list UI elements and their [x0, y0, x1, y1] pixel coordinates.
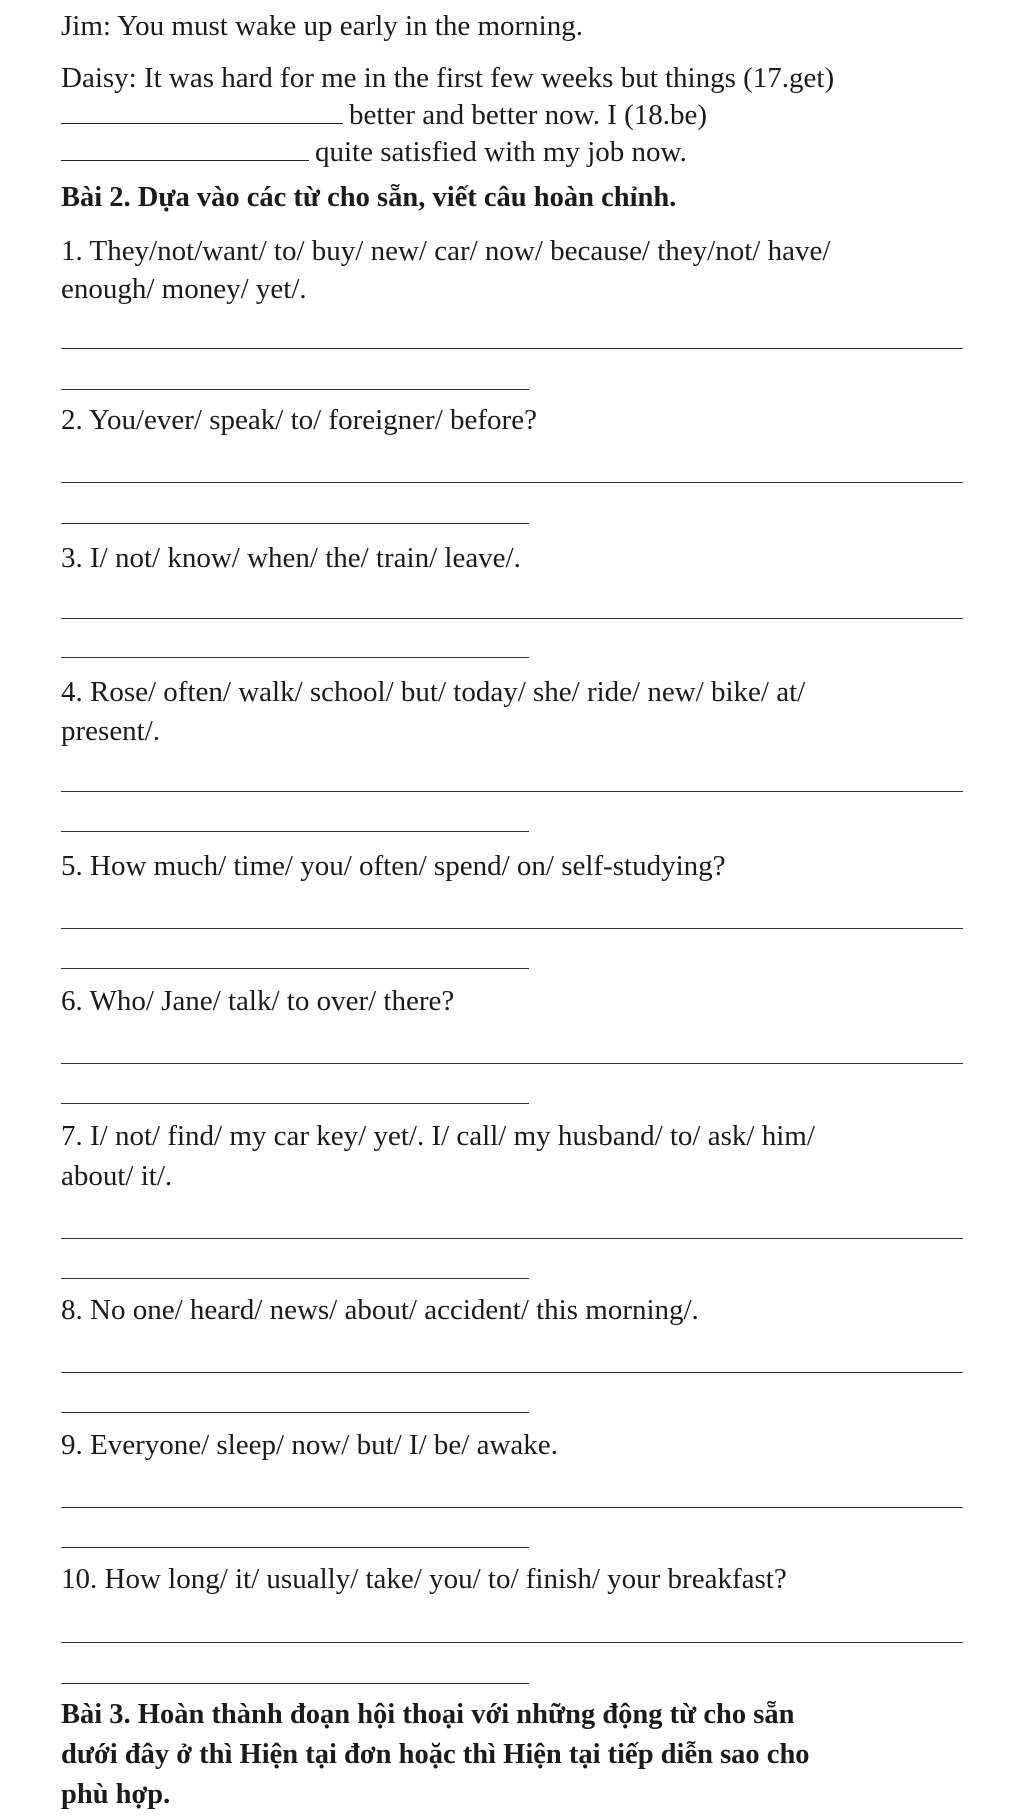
answer-line-5b[interactable] [61, 968, 529, 969]
answer-line-3b[interactable] [61, 657, 529, 658]
exercise-item-5: 5. How much/ time/ you/ often/ spend/ on/ self-studying? [61, 850, 726, 882]
dialogue-daisy-line-2 [61, 97, 707, 133]
exercise-item-1-line-2: enough/ money/ yet/. [61, 273, 307, 305]
exercise-item-7-line-2: about/ it/. [61, 1160, 173, 1192]
exercise-item-8: 8. No one/ heard/ news/ about/ accident/ this morning/. [61, 1294, 699, 1326]
section-3-heading-line-1: Bài 3. Hoàn thành đoạn hội thoại với những động từ cho sẵn [61, 1699, 795, 1730]
exercise-item-7-line-1: 7. I/ not/ find/ my car key/ yet/. I/ call/ my husband/ to/ ask/ him/ [61, 1120, 815, 1152]
answer-line-10a[interactable] [61, 1642, 963, 1643]
dialogue-daisy-line-3 [61, 134, 687, 170]
exercise-item-2: 2. You/ever/ speak/ to/ foreigner/ before? [61, 404, 537, 436]
answer-line-3a[interactable] [61, 618, 963, 619]
answer-line-6b[interactable] [61, 1103, 529, 1104]
answer-line-10b[interactable] [61, 1683, 529, 1684]
dialogue-daisy-line-3-text: quite satisfied with my job now. [315, 136, 687, 168]
exercise-item-6: 6. Who/ Jane/ talk/ to over/ there? [61, 985, 455, 1017]
answer-line-1b[interactable] [61, 389, 529, 390]
answer-blank-18[interactable] [61, 134, 309, 161]
answer-line-8b[interactable] [61, 1412, 529, 1413]
exercise-item-4-line-2: present/. [61, 715, 161, 747]
exercise-item-9: 9. Everyone/ sleep/ now/ but/ I/ be/ awake. [61, 1429, 558, 1461]
answer-line-4b[interactable] [61, 831, 529, 832]
dialogue-daisy-line-1: Daisy: It was hard for me in the first few weeks but things (17.get) [61, 62, 835, 94]
answer-line-5a[interactable] [61, 928, 963, 929]
answer-line-2b[interactable] [61, 523, 529, 524]
answer-line-9a[interactable] [61, 1507, 963, 1508]
answer-line-6a[interactable] [61, 1063, 963, 1064]
answer-blank-17[interactable] [61, 97, 343, 124]
section-2-heading: Bài 2. Dựa vào các từ cho sẵn, viết câu hoàn chỉnh. [61, 182, 677, 213]
answer-line-4a[interactable] [61, 791, 963, 792]
answer-line-7b[interactable] [61, 1278, 529, 1279]
answer-line-9b[interactable] [61, 1547, 529, 1548]
answer-line-8a[interactable] [61, 1372, 963, 1373]
exercise-item-3: 3. I/ not/ know/ when/ the/ train/ leave/. [61, 542, 521, 574]
answer-line-1a[interactable] [61, 348, 963, 349]
answer-line-2a[interactable] [61, 482, 963, 483]
exercise-item-1-line-1: 1. They/not/want/ to/ buy/ new/ car/ now/ because/ they/not/ have/ [61, 235, 831, 267]
dialogue-jim-line: Jim: You must wake up early in the morning. [61, 10, 583, 42]
section-3-heading-line-2: dưới đây ở thì Hiện tại đơn hoặc thì Hiện tại tiếp diễn sao cho [61, 1739, 810, 1770]
answer-line-7a[interactable] [61, 1238, 963, 1239]
exercise-item-4-line-1: 4. Rose/ often/ walk/ school/ but/ today/ she/ ride/ new/ bike/ at/ [61, 676, 806, 708]
dialogue-daisy-line-2-text: better and better now. I (18.be) [349, 99, 708, 131]
section-3-heading-line-3: phù hợp. [61, 1779, 171, 1810]
exercise-item-10: 10. How long/ it/ usually/ take/ you/ to/ finish/ your breakfast? [61, 1563, 787, 1595]
